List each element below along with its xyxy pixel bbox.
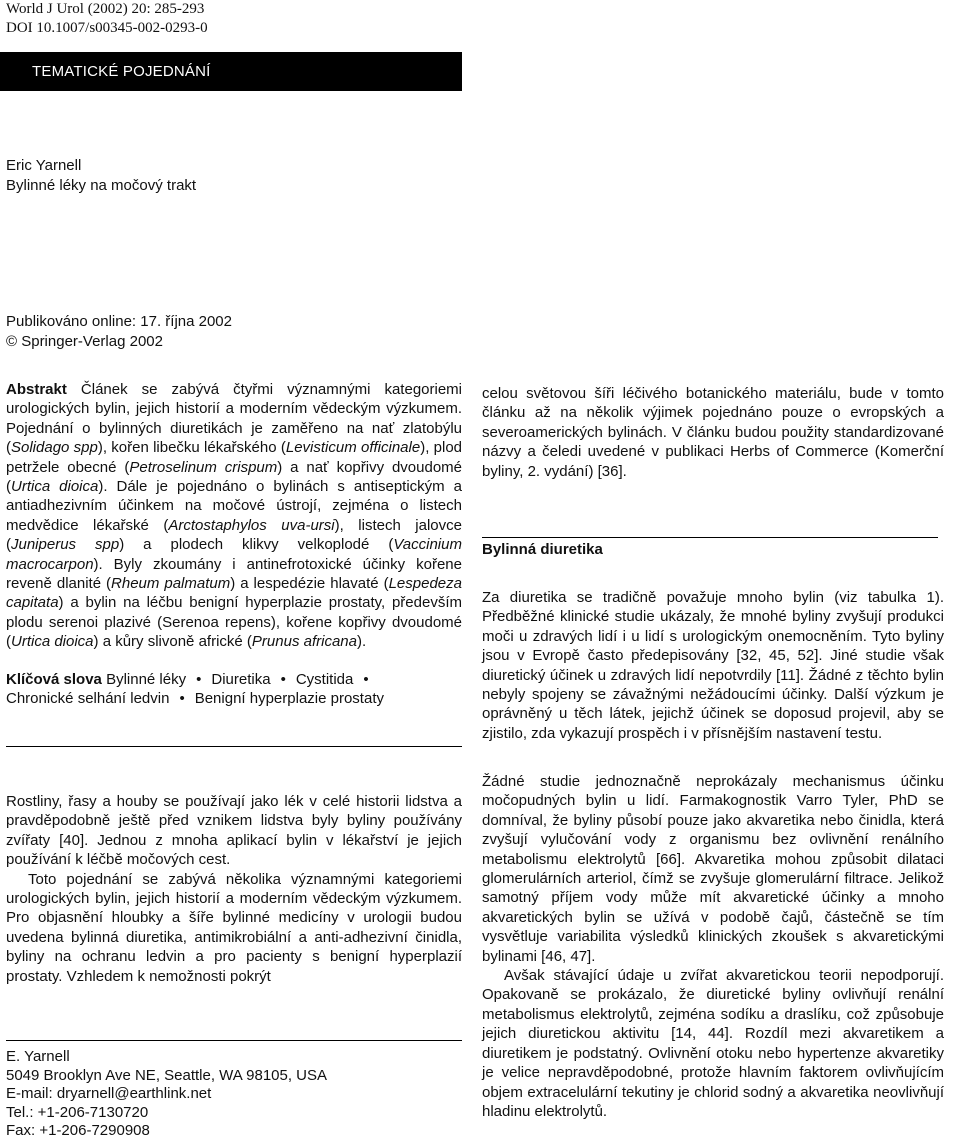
bullet: • — [363, 670, 369, 688]
abstract: Abstrakt Článek se zabývá čtyřmi významnými kategoriemi urologických bylin, jejich historií a moderním vědeckým výzkumem. Pojednání o bylinných diuretikách je zaměřeno na nať zlatobýlu (Solidago spp), kořen libečku lékařského (Levisticum officinale), plod petržele obecné (Petroselinum crispum) a nať kopřivy dvoudomé (Urtica dioica). Dále je pojednáno o bylinách s antiseptickým a antiadhezivním účinkem na močové ústrojí, zejména o listech medvědice lékařské (Arctostaphylos uva-ursi), listech jalovce (Juniperus spp) a plodech klikvy velkoplodé (Vaccinium macrocarpon). Byly zkoumány i antinefrotoxické účinky kořene reveně dlanité (Rheum palmatum) a lespedézie hlavaté (Lespedeza capitata) a bylin na léčbu benigní hyperplazie prostaty, především plodu serenoi plazivé (Serenoa repens), kořene kopřivy dvoudomé (Urtica dioica) a kůry slivoně africké (Prunus africana). — [6, 381, 463, 651]
journal-doi: DOI 10.1007/s00345-002-0293-0 — [6, 20, 208, 36]
keywords-divider — [6, 746, 462, 747]
keyword: Diuretika — [211, 670, 271, 688]
article-type-banner: TEMATICKÉ POJEDNÁNÍ — [0, 52, 462, 91]
address-fax: Fax: +1-206-7290908 — [6, 1122, 150, 1140]
abstract-label: Abstrakt — [6, 381, 67, 398]
left-column — [6, 380, 462, 709]
address-divider — [6, 1040, 462, 1041]
bullet: • — [280, 670, 286, 688]
journal-header — [6, 0, 208, 38]
publication-info — [6, 312, 232, 352]
author-name: Eric Yarnell — [6, 157, 82, 174]
bullet: • — [196, 670, 202, 688]
copyright: © Springer-Verlag 2002 — [6, 333, 163, 350]
right-column-body — [482, 588, 944, 743]
keyword: Benigní hyperplazie prostaty — [194, 690, 384, 708]
address-name: E. Yarnell — [6, 1048, 70, 1065]
intro-paragraph-2: Toto pojednání se zabývá několika významnými kategoriemi urologických bylin, jejich historií a moderním vědeckým výzkumem. Pro objasnění hloubky a šíře bylinné medicíny v urologii budou uvedena bylinná diuretika, antimikrobiální a anti-adhezivní činidla, byliny na ochranu ledvin a pro pacienty s benigní hyperplazií prostaty. Vzhledem k nemožnosti pokrýt — [6, 870, 462, 985]
keywords-label: Klíčová slova — [6, 670, 102, 688]
right-continuation: celou světovou šíři léčivého botanického materiálu, bude v tomto článku až na několik výjimek pojednáno pouze o evropských a severoamerických bylinách. V článku budou použity standardizované názvy a čeledi uvedené v publikaci Herbs of Commerce (Komerční byliny, 2. vydání) [36]. — [482, 385, 944, 480]
keywords — [6, 670, 462, 709]
intro-text — [6, 792, 462, 986]
address-tel: Tel.: +1-206-7130720 — [6, 1103, 149, 1121]
bullet: • — [179, 690, 185, 708]
right-column-body-2 — [482, 772, 944, 1121]
correspondence-address — [6, 1048, 327, 1141]
section-title: Bylinná diuretika — [482, 541, 603, 558]
diuretics-paragraph-3: Avšak stávající údaje u zvířat akvaretickou teorii nepodporují. Opakovaně se prokázalo, že diuretické byliny ovlivňují renální metabolismus elektrolytů, zejména sodíku a draslíku, což způsobuje jejich diuretickou aktivitu [14, 44]. Rozdíl mezi akvaretikem a diuretikem je podstatný. Ovlivnění otoku nebo hypertenze akvaretiky je velice nepravděpodobné, protože hlavním faktorem ovlivňujícím objem extracelulární tekutiny je chlorid sodný a akvaretika neovlivňují hladinu elektrolytů. — [482, 967, 944, 1120]
keyword: Cystitida — [295, 670, 354, 688]
article-title: Bylinné léky na močový trakt — [6, 177, 197, 194]
address-street: 5049 Brooklyn Ave NE, Seattle, WA 98105, USA — [6, 1066, 328, 1084]
diuretics-paragraph-1: Za diuretika se tradičně považuje mnoho bylin (viz tabulka 1). Předběžné klinické studie ukázaly, že mnohé byliny zvyšují produkci moči u zdravých lidí i u lidí s urologickým onemocněním. Tyto byliny jsou v Evropě často předepisovány [32, 45, 52]. Jiné studie však diuretický účinek u zdravých lidí nepotvrdily [11]. Žádné z těchto bylin nebyly spojeny se závažnými nežádoucími účinky. Další výzkum je oprávněný u těch látek, jejichž účinek se doposud projevil, aby se zjistilo, zda vykazují prospěch i v přísnějším nastavení testu. — [482, 589, 944, 742]
keyword: Bylinné léky — [106, 670, 187, 688]
section-divider — [482, 537, 938, 538]
journal-citation: World J Urol (2002) 20: 285-293 — [6, 1, 205, 17]
diuretics-paragraph-2: Žádné studie jednoznačně neprokázaly mechanismus účinku močopudných bylin u lidí. Farmakognostik Varro Tyler, PhD se domníval, že byliny působí pouze jako akvaretika nebo činidla, která zvyšují vylučování vody z organismu bez ovlivnění renálního metabolismu elektrolytů [66]. Akvaretika mohou způsobit dilataci glomerulárních arteriol, čímž se zvyšuje glomerulární filtrace. Jelikož samotný příjem vody může mít akvaretické účinky a mnoho akvaretických bylin se užívá v podobě čajů, částečně se tím vysvětluje variabilita výsledků klinických zkoušek s akvaretickými bylinami [46, 47]. — [482, 773, 944, 965]
intro-paragraph-1: Rostliny, řasy a houby se používají jako lék v celé historii lidstva a pravděpodobně ještě před vznikem lidstva byly byliny používány zvířaty [40]. Jednou z mnoha aplikací bylin v lékařství je jejich používání k léčbě močových cest. — [6, 793, 462, 869]
keyword: Chronické selhání ledvin — [6, 690, 170, 708]
right-column-intro — [482, 384, 944, 481]
author-block — [6, 156, 196, 196]
published-date: Publikováno online: 17. října 2002 — [6, 313, 232, 330]
address-email: E-mail: dryarnell@earthlink.net — [6, 1085, 212, 1103]
